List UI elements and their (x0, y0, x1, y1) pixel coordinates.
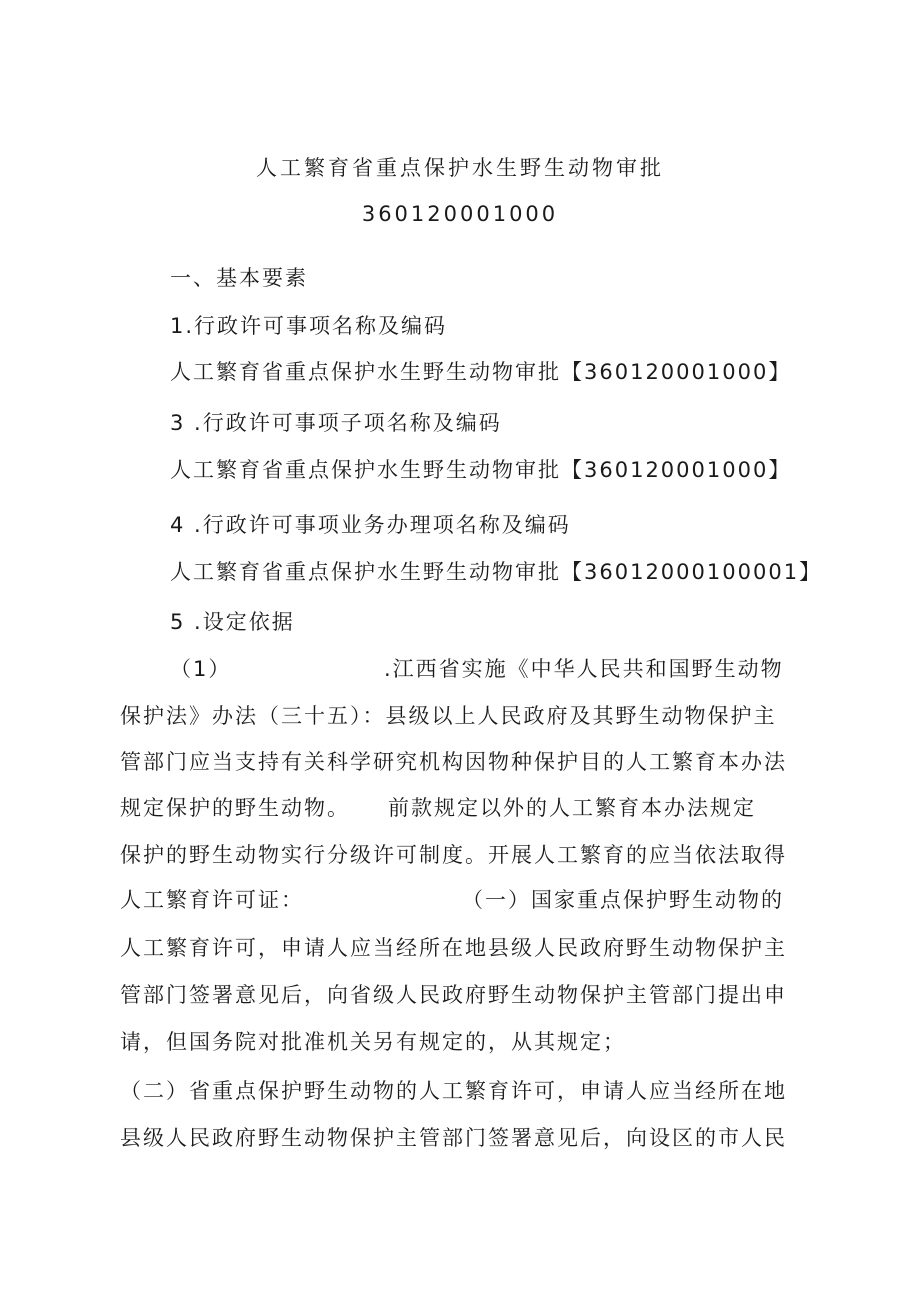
document-code: 360120001000 (361, 202, 559, 226)
basis-para1-line3: 管部门应当支持有关科学研究机构因物种保护目的人工繁育本办法 (120, 750, 787, 774)
basis-para1-line8: 管部门签署意见后，向省级人民政府野生动物保护主管部门提出申 (120, 983, 787, 1007)
basis-para1-line5: 保护的野生动物实行分级许可制度。开展人工繁育的应当依法取得 (120, 843, 787, 867)
basis-para1-line7: 人工繁育许可，申请人应当经所在地县级人民政府野生动物保护主 (120, 936, 787, 960)
basis-para2-line1: （二）省重点保护野生动物的人工繁育许可，申请人应当经所在地 (120, 1079, 787, 1103)
basis-para1-line1: .江西省实施《中华人民共和国野生动物 (384, 657, 784, 681)
basis-para1-line4b: 前款规定以外的人工繁育本办法规定 (388, 796, 756, 820)
item3-value: 人工繁育省重点保护水生野生动物审批【360120001000】 (170, 458, 792, 482)
item3-heading: 3 .行政许可事项子项名称及编码 (170, 411, 502, 435)
item5-heading: 5 .设定依据 (170, 610, 295, 634)
basis-para1-line6b: （一）国家重点保护野生动物的 (462, 888, 784, 912)
item1-heading: 1.行政许可事项名称及编码 (170, 314, 448, 338)
basis-para1-line9: 请，但国务院对批准机关另有规定的，从其规定； (120, 1030, 626, 1054)
basis-para1-line6a: 人工繁育许可证： (120, 888, 304, 912)
basis-para2-line2: 县级人民政府野生动物保护主管部门签署意见后，向设区的市人民 (120, 1126, 787, 1150)
item4-value: 人工繁育省重点保护水生野生动物审批【36012000100001】 (170, 560, 823, 584)
section-heading: 一、基本要素 (170, 266, 308, 290)
document-title: 人工繁育省重点保护水生野生动物审批 (256, 156, 664, 180)
item4-heading: 4 .行政许可事项业务办理项名称及编码 (170, 513, 571, 537)
basis-para1-line2: 保护法》办法（三十五）：县级以上人民政府及其野生动物保护主 (120, 704, 777, 728)
basis-para1-number: （1） (170, 657, 232, 681)
basis-para1-line4a: 规定保护的野生动物。 (120, 796, 350, 820)
item1-value: 人工繁育省重点保护水生野生动物审批【360120001000】 (170, 360, 792, 384)
